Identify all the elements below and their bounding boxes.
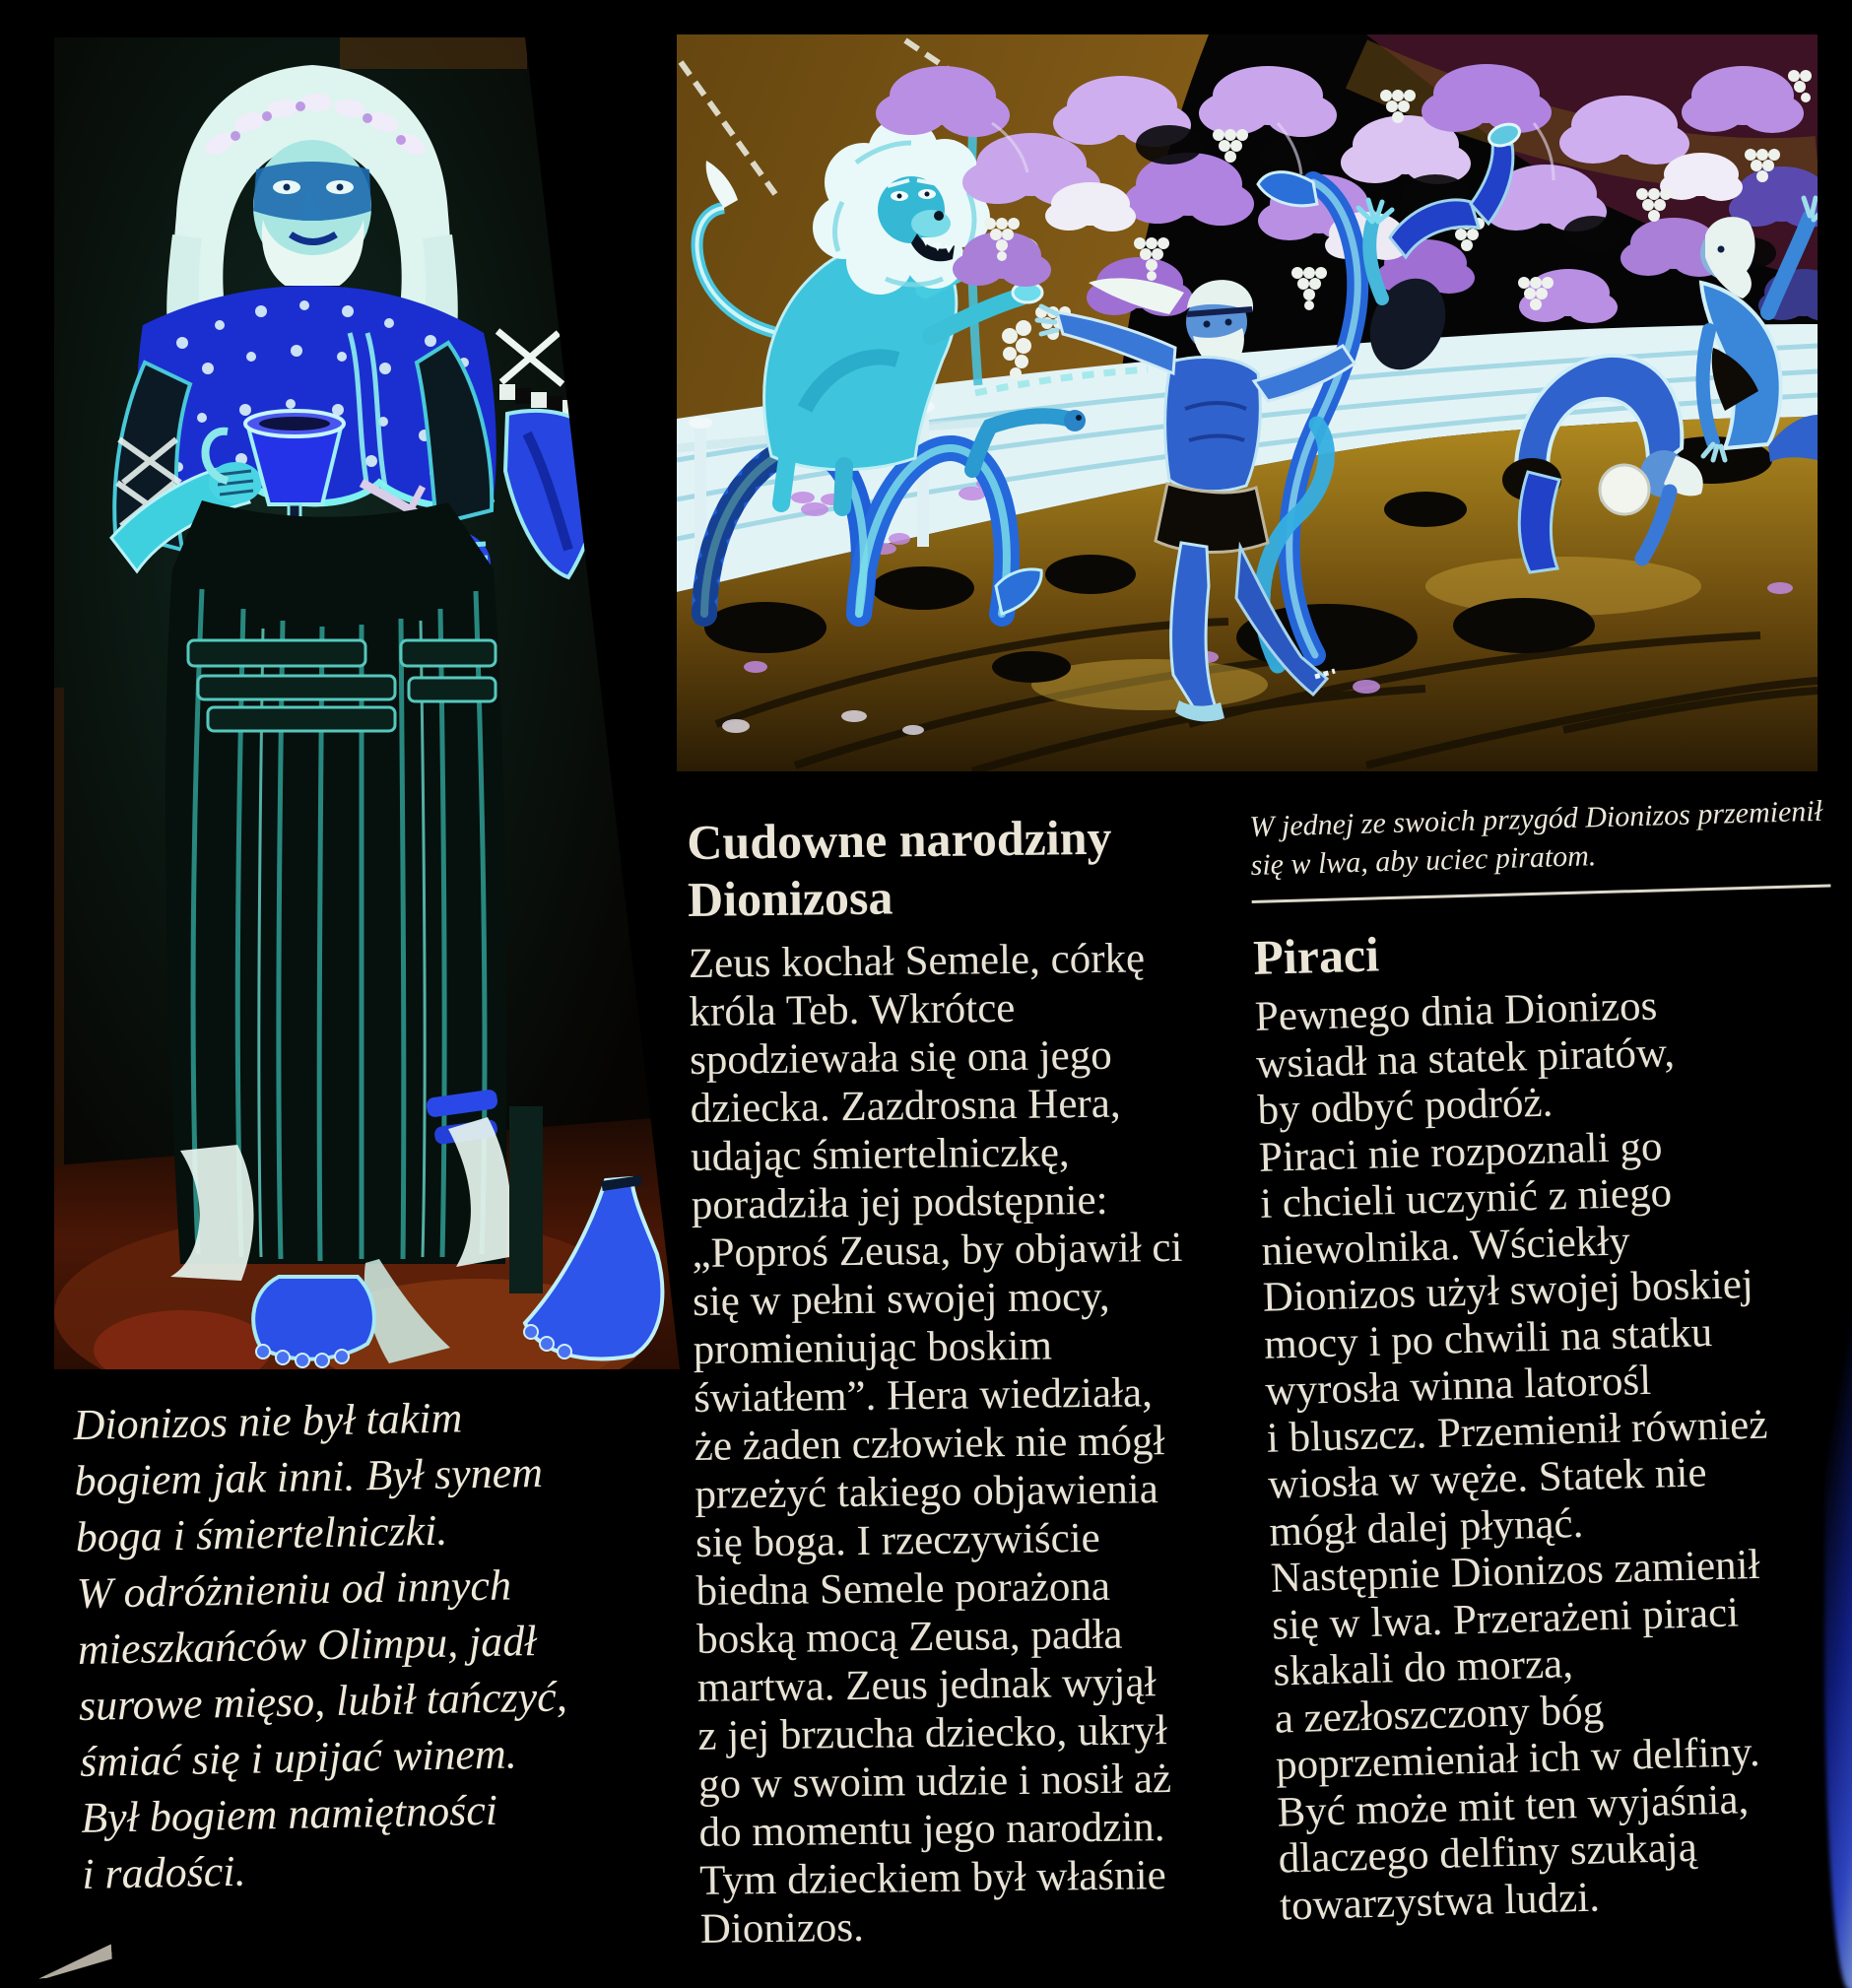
robe <box>165 500 512 1363</box>
text-line: skakali do morza, <box>1272 1640 1574 1695</box>
text-line: bogiem jak inni. Był synem <box>74 1447 544 1505</box>
text-line: boga i śmiertelniczki. <box>75 1505 448 1561</box>
text-line: dlaczego delfiny szukają <box>1278 1823 1698 1883</box>
dionizos-statue-art <box>54 37 680 1375</box>
pirates-scene-art <box>677 34 1818 771</box>
text-line: wsiadł na statek piratów, <box>1255 1028 1676 1088</box>
text-line: Zeus kochał Semele, córkę <box>688 935 1146 987</box>
text-line: i chcieli uczynić z niego <box>1259 1169 1673 1227</box>
text-line: mógł dalej płynąć. <box>1268 1499 1584 1556</box>
pirates-scene-illustration <box>677 34 1818 771</box>
text-line: Dionizos. <box>699 1903 865 1953</box>
text-line: do momentu jego narodzin. <box>698 1804 1165 1856</box>
text-line: a zezłoszczony bóg <box>1274 1686 1605 1743</box>
text-line: wyrosła winna latorośl <box>1264 1357 1652 1415</box>
text-line: wiosła w węże. Statek nie <box>1267 1449 1708 1508</box>
text-line: że żaden człowiek nie mógł <box>694 1418 1165 1470</box>
piraci-heading: Piraci <box>1252 926 1380 985</box>
caption-divider <box>1252 885 1831 903</box>
text-line: go w swoim udzie i nosił aż <box>697 1756 1172 1808</box>
statue-caption <box>73 1388 568 1902</box>
middle-body-text <box>689 934 1224 1954</box>
right-column <box>1249 791 1852 1929</box>
text-line: surowe mięso, lubił tańczyć, <box>78 1672 568 1730</box>
text-line: przeżyć takiego objawienia <box>694 1466 1159 1518</box>
text-line: króla Teb. Wkrótce <box>689 984 1016 1035</box>
text-line: Pewnego dnia Dionizos <box>1254 982 1658 1040</box>
photo-frame-edge <box>340 37 527 69</box>
text-line: śmiać się i upijać winem. <box>79 1729 518 1786</box>
text-line: z jej brzucha dziecko, ukrył <box>697 1707 1168 1759</box>
dionizos-statue-illustration <box>54 37 680 1375</box>
text-line: i radości. <box>81 1846 246 1898</box>
text-line: Tym dzieckiem był właśnie <box>698 1852 1166 1904</box>
text-line: „Poproś Zeusa, by objawił ci <box>692 1224 1183 1277</box>
text-line: Dionizos nie był takim <box>73 1393 463 1449</box>
text-line: Być może mit ten wyjaśnia, <box>1276 1775 1750 1836</box>
text-line: Cudowne narodziny <box>687 809 1112 870</box>
text-line: spodziewała się ona jego <box>689 1031 1112 1084</box>
text-line: W jednej ze swoich przygód Dionizos przemienił <box>1249 794 1823 843</box>
text-line: martwa. Zeus jednak wyjął <box>696 1659 1157 1711</box>
text-line: się w pełni swojej mocy, <box>692 1273 1110 1325</box>
page-corner-sliver <box>36 1944 113 1978</box>
text-line: dziecka. Zazdrosna Hera, <box>690 1080 1121 1132</box>
text-line: promieniując boskim <box>693 1322 1053 1373</box>
text-line: się w lwa. Przerażeni piraci <box>1271 1588 1740 1649</box>
text-line: Dionizos użył swojej boskiej <box>1262 1260 1754 1321</box>
middle-heading <box>687 808 1210 928</box>
text-line: mieszkańców Olimpu, jadł <box>77 1617 537 1674</box>
pirates-caption <box>1249 791 1842 885</box>
text-line: W odróżnieniu od innych <box>76 1560 512 1618</box>
text-line: i bluszcz. Przemienił również <box>1266 1401 1768 1462</box>
middle-column <box>687 808 1223 1954</box>
text-line: niewolnika. Wściekły <box>1260 1217 1631 1275</box>
text-line: udając śmiertelniczkę, <box>690 1129 1070 1180</box>
text-line: towarzystwa ludzi. <box>1279 1874 1601 1930</box>
text-line: się w lwa, aby uciec piratom. <box>1250 839 1597 882</box>
text-line: poprzemieniał ich w delfiny. <box>1275 1728 1761 1789</box>
text-line: poradziła jej podstępnie: <box>691 1176 1108 1228</box>
text-line: Dionizosa <box>687 869 893 927</box>
text-line: by odbyć podróż. <box>1256 1079 1554 1134</box>
text-line: Następnie Dionizos zamienił <box>1270 1541 1761 1602</box>
text-line: boską mocą Zeusa, padła <box>695 1611 1123 1663</box>
right-body-text <box>1254 977 1852 1929</box>
text-line: mocy i po chwili na statku <box>1263 1308 1713 1368</box>
text-line: Piraci nie rozpoznali go <box>1258 1122 1663 1181</box>
text-line: się boga. I rzeczywiście <box>694 1514 1100 1566</box>
text-line: Był bogiem namiętności <box>80 1785 498 1842</box>
text-line: światłem”. Hera wiedziała, <box>693 1369 1154 1422</box>
text-line: biedna Semele porażona <box>695 1562 1111 1615</box>
